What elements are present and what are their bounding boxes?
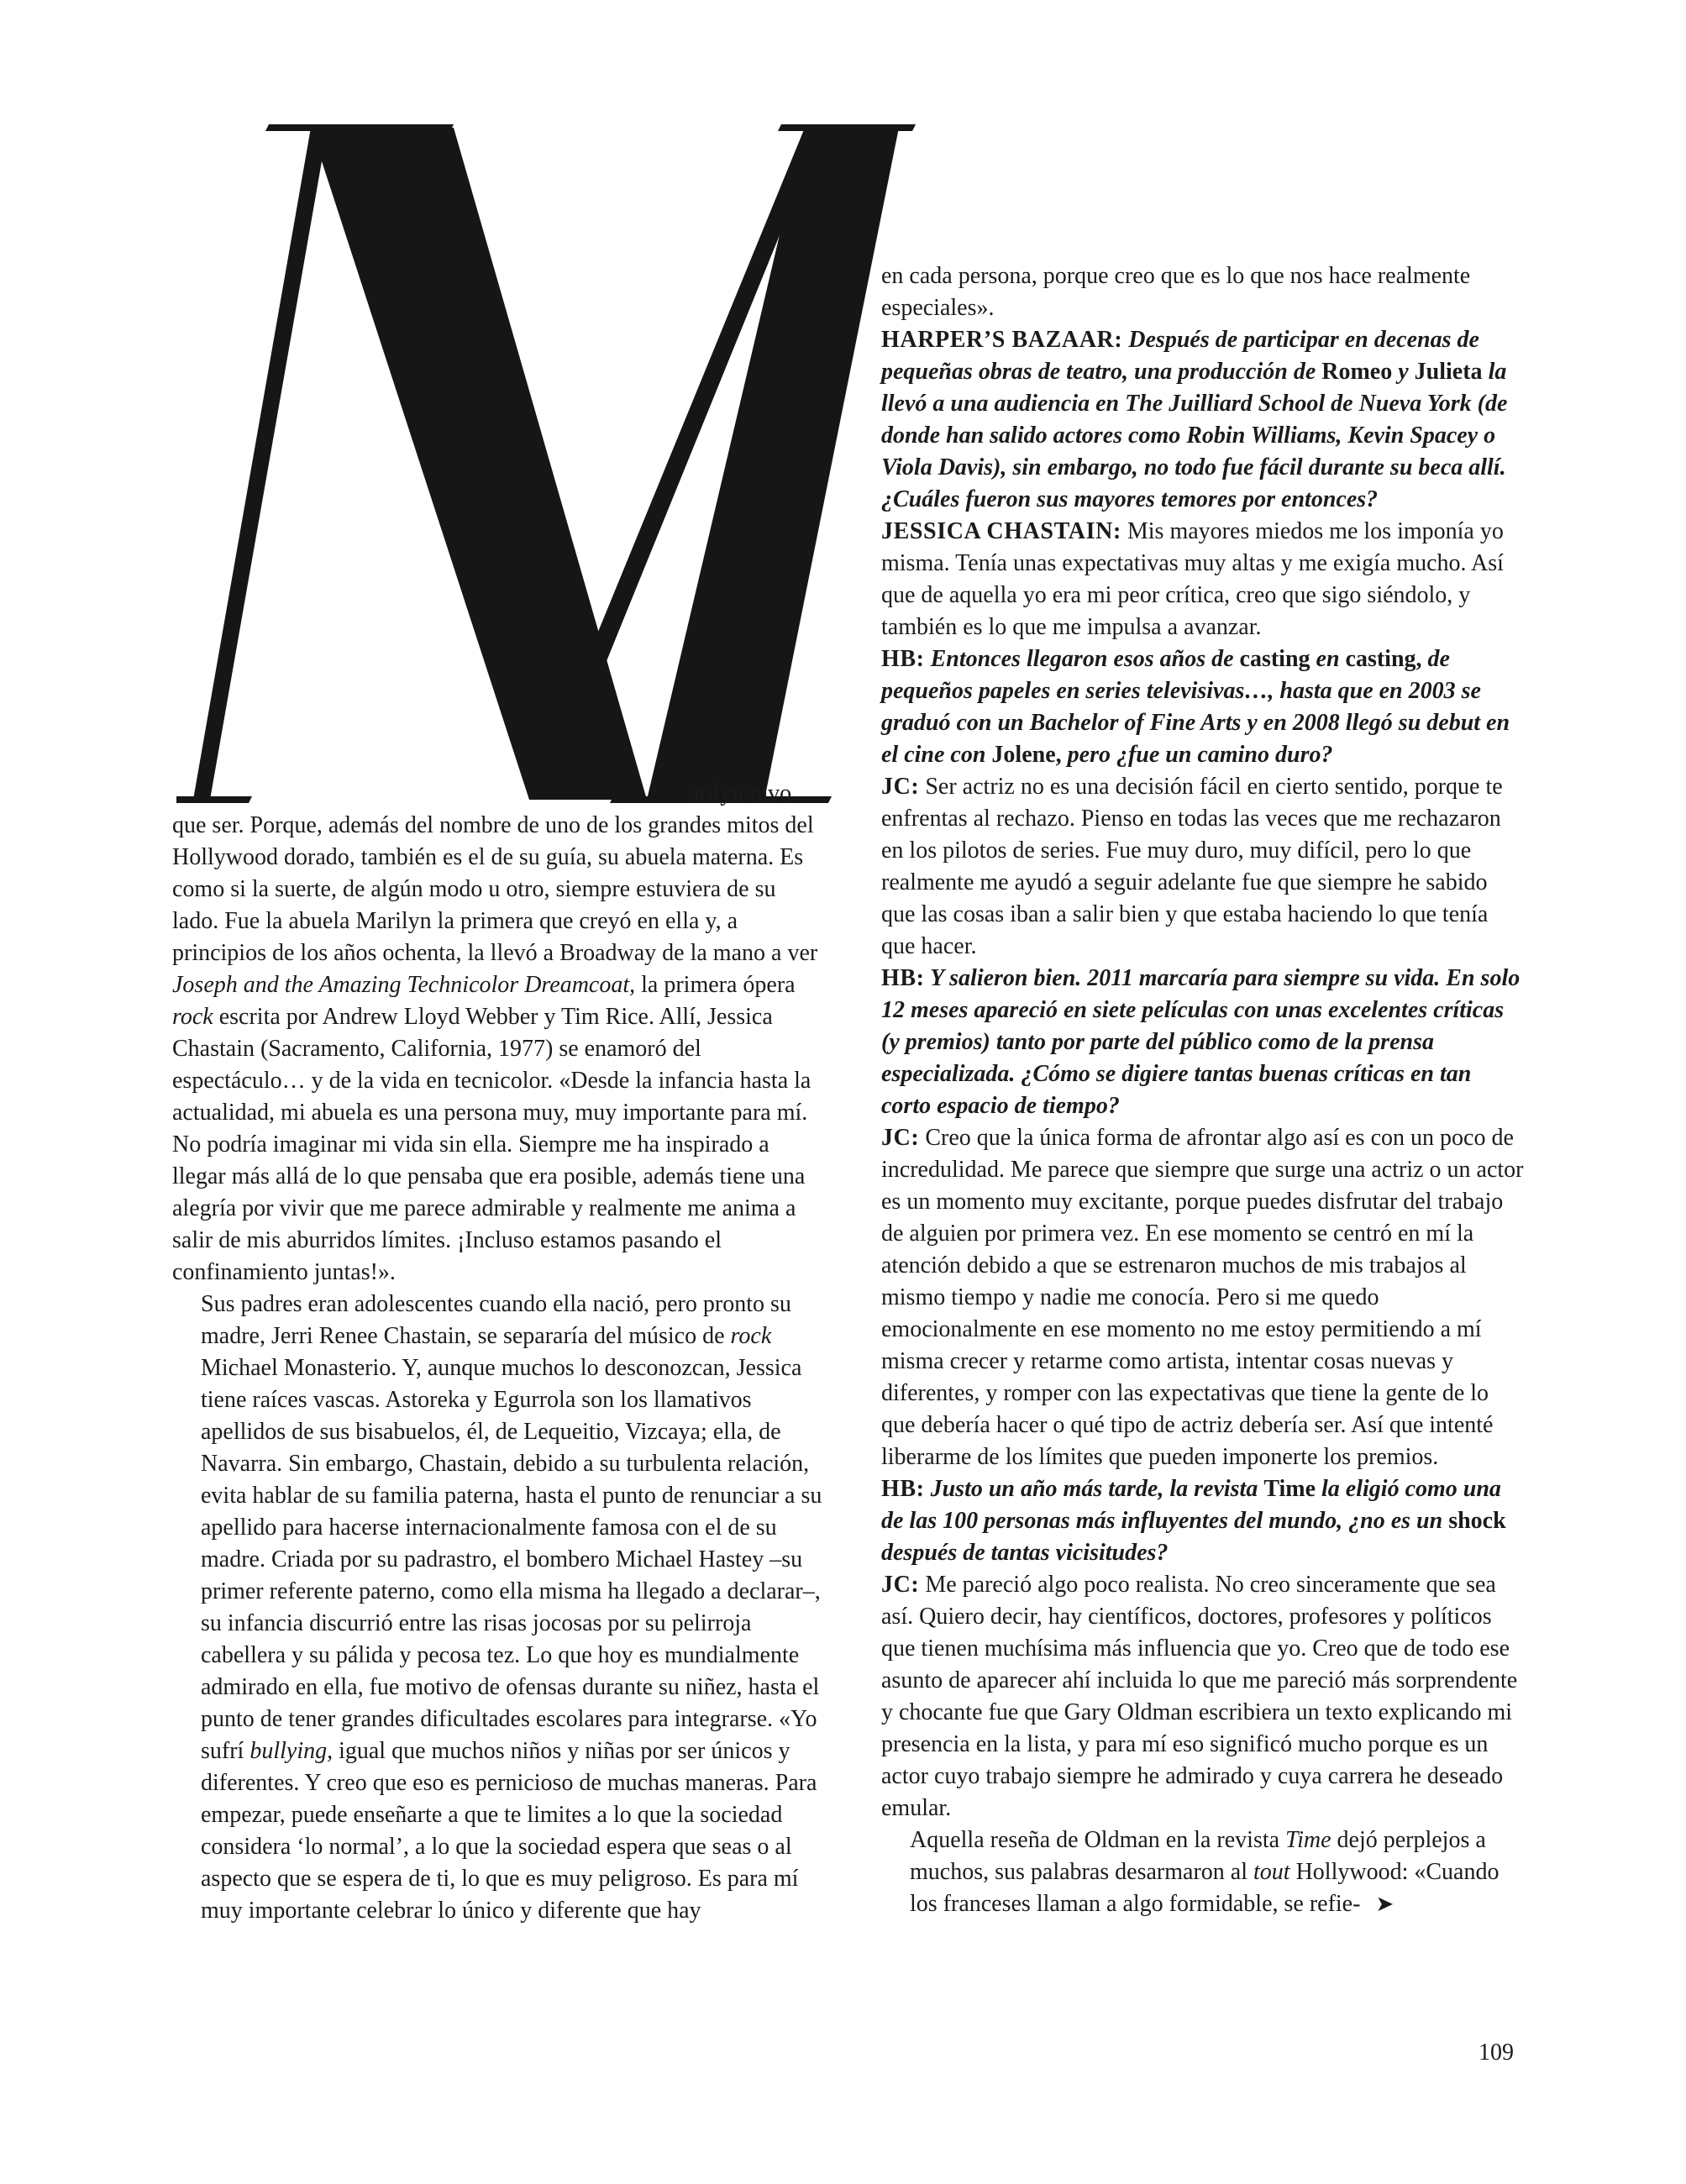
intro-text-3: escrita por Andrew Lloyd Webber y Tim Rice. Allí, Jessica Chastain (Sacramento, California, 1977) se enamoró del espectáculo… y de la vida en tecnicolor. «Desde la infancia hasta la actualidad, mi abuela es una persona muy, muy importante para mí. No podría imaginar mi vida sin ella. Siempre me ha inspirado a llegar más allá de lo que pensaba que era posible, además tiene una alegría por vivir que me parece admirable y realmente me anima a salir de mis aburridos límites. ¡Incluso estamos pasando el confinamiento juntas!». (172, 1004, 811, 1285)
family-text-2: Michael Monasterio. Y, aunque muchos lo desconozcan, Jessica tiene raíces vascas. Astoreka y Egurrola son los llamativos apellidos de sus bisabuelos, él, de Lequeitio, Vizcaya; ella, de Navarra. Sin embargo, Chastain, debido a su turbulenta relación, evita hablar de su familia paterna, hasta el punto de renunciar a su apellido para hacerse internacionalmente famosa con el de su madre. Criada por su padrastro, el bombero Michael Hastey –su primer referente paterno, como ella misma ha llegado a declarar–, su infancia discurrió entre las risas jocosas por su pelirroja cabellera y su pálida y pecosa tez. Lo que hoy es mundialmente admirado en ella, fue motivo de ofensas durante su niñez, hasta el punto de tener grandes dificultades escolares para integrarse. «Yo sufrí (201, 1355, 822, 1764)
oldman-text-2: dejó perplejos a muchos, sus palabras desarmaron al (910, 1827, 1486, 1885)
speaker-jc: JC: (881, 1572, 920, 1598)
q4-time: Time (1263, 1476, 1316, 1502)
q4-text-1: Justo un año más tarde, la revista (924, 1476, 1264, 1502)
a3-text: Creo que la única forma de afrontar algo así es con un poco de incredulidad. Me parece que siempre que surge una actriz o un actor es un momento muy excitante, porque puedes disfrutar del trabajo de alguien por primera vez. En ese momento se centró en mí la atención debido a que se estrenaron muchos de mis trabajos al mismo tiempo y nadie me conocía. Pero si me quedo emocionalmente en ese momento no me estoy permitiendo a mí misma crecer y retarme como artista, intentar cosas nuevas y diferentes, y romper con las expectativas que tiene la gente de lo que debería hacer o qué tipo de actriz debería ser. Así que intenté liberarme de los límites que pueden imponerte los premios. (881, 1125, 1524, 1470)
speaker-jessica-chastain: JESSICA CHASTAIN: (881, 518, 1121, 544)
question-2 (881, 643, 1524, 771)
answer-2 (881, 771, 1524, 963)
q4-shock: shock (1448, 1508, 1506, 1534)
q1-text-2: la llevó a una audiencia en The Juilliard School de Nueva York (de donde han salido actores como Robin Williams, Kevin Spacey o Viola Davis), sin embargo, no todo fue fácil durante su beca allí. ¿Cuáles fueron sus mayores temores por entonces? (881, 359, 1508, 512)
speaker-hb: HB: (881, 1476, 925, 1502)
q3-text: Y salieron bien. 2011 marcaría para siempre su vida. En solo 12 meses apareció en siete películas con unas excelentes críticas (y premios) tanto por parte del público como de la prensa especializada. ¿Cómo se digiere tantas buenas críticas en tan corto espacio de tiempo? (881, 965, 1521, 1119)
musical-title: Joseph and the Amazing Technicolor Dreamcoat, (172, 972, 636, 998)
a1-text: Mis mayores miedos me los imponía yo misma. Tenía unas expectativas muy altas y me exigía mucho. Así que de aquella yo era mi peor crítica, creo que sigo siéndolo, y también es lo que me impulsa a avanzar. (881, 518, 1504, 640)
question-3 (881, 963, 1524, 1122)
page-number: 109 (1479, 2040, 1514, 2066)
paragraph-oldman (881, 1824, 1524, 1920)
q1-text-1: Después de participar en decenas de pequeñas obras de teatro, una producción de (881, 327, 1479, 385)
a4-text: Me pareció algo poco realista. No creo sinceramente que sea así. Quiero decir, hay científicos, doctores, profesores y políticos que tienen muchísima más influencia que yo. Creo que de todo ese asunto de aparecer ahí incluida lo que me pareció más sorprendente y chocante fue que Gary Oldman escribiera un texto explicando mi presencia en la lista, y para mí eso significó mucho porque es un actor cuyo trabajo siempre he admirado y cuya carrera he deseado emular. (881, 1572, 1518, 1821)
q2-jolene: Jolene, (991, 742, 1062, 768)
rock-word-2: rock (730, 1323, 772, 1349)
a2-text: Ser actriz no es una decisión fácil en cierto sentido, porque te enfrentas al rechazo. Pienso en todas las veces que me rechazaron en los pilotos de series. Fue muy duro, muy difícil, pero lo que realmente me ayudó a seguir adelante fue que siempre he sabido que las cosas iban a salir bien y que estaba haciendo lo que tenía que hacer. (881, 774, 1503, 959)
q1-julieta: Julieta (1414, 359, 1483, 385)
q2-text-2: de pequeños papeles en series televisivas…, hasta que en 2003 se graduó con un Bachelor of Fine Arts y en 2008 llegó su debut en el cine con (881, 646, 1510, 768)
q4-text-2: la eligió como una de las 100 personas más influyentes del mundo, ¿no es un (881, 1476, 1501, 1534)
q2-text-3: pero ¿fue un camino duro? (1061, 742, 1333, 768)
continue-arrow-icon: ➤ (1375, 1892, 1394, 1916)
paragraph-continuation: en cada persona, porque creo que es lo que nos hace realmente especiales». (881, 263, 1471, 321)
speaker-harpers-bazaar: HARPER’S BAZAAR: (881, 327, 1123, 353)
dropcap-lead-in: arilyn tuvo (689, 780, 792, 806)
paragraph-family (172, 1289, 827, 1927)
q1-y: y (1392, 359, 1415, 385)
oldman-text-3: Hollywood: «Cuando los franceses llaman a algo formidable, se refie- (910, 1859, 1500, 1917)
q2-en: en (1310, 646, 1346, 672)
rock-word: rock (172, 1004, 213, 1030)
q2-casting-2: casting, (1345, 646, 1422, 672)
answer-4 (881, 1569, 1524, 1824)
q2-text-1: Entonces llegaron esos años de (924, 646, 1240, 672)
tout-word: tout (1253, 1859, 1290, 1885)
time-magazine-name: Time (1285, 1827, 1331, 1853)
speaker-hb: HB: (881, 646, 925, 672)
oldman-text-1: Aquella reseña de Oldman en la revista (910, 1827, 1286, 1853)
question-1 (881, 324, 1524, 516)
q4-text-3: después de tantas vicisitudes? (881, 1540, 1169, 1566)
question-4 (881, 1473, 1524, 1569)
intro-text-1: que ser. Porque, además del nombre de uno de los grandes mitos del Hollywood dorado, también es el de su guía, su abuela materna. Es como si la suerte, de algún modo u otro, siempre estuviera de su lado. Fue la abuela Marilyn la primera que creyó en ella y, a principios de los años ochenta, la llevó a Broadway de la mano a ver (172, 812, 818, 966)
answer-1 (881, 516, 1524, 643)
column-right (881, 260, 1524, 1920)
speaker-jc: JC: (881, 1125, 920, 1151)
speaker-jc: JC: (881, 774, 920, 800)
paragraph-intro (172, 810, 827, 1289)
column-left (172, 778, 827, 1927)
speaker-hb: HB: (881, 965, 925, 991)
bullying-word: bullying, (249, 1738, 334, 1764)
family-text-3: igual que muchos niños y niñas por ser únicos y diferentes. Y creo que eso es pernicioso de muchas maneras. Para empezar, puede enseñarte a que te limites a lo que la sociedad considera ‘lo normal’, a lo que la sociedad espera que seas o al aspecto que se espera de ti, lo que es muy peligroso. Es para mí muy importante celebrar lo único y diferente que hay (201, 1738, 817, 1924)
q1-romeo: Romeo (1321, 359, 1393, 385)
family-text-1: Sus padres eran adolescentes cuando ella nació, pero pronto su madre, Jerri Renee Chastain, se separaría del músico de (201, 1291, 791, 1349)
q2-casting-1: casting (1239, 646, 1310, 672)
answer-3 (881, 1122, 1524, 1473)
intro-text-2: la primera ópera (635, 972, 796, 998)
